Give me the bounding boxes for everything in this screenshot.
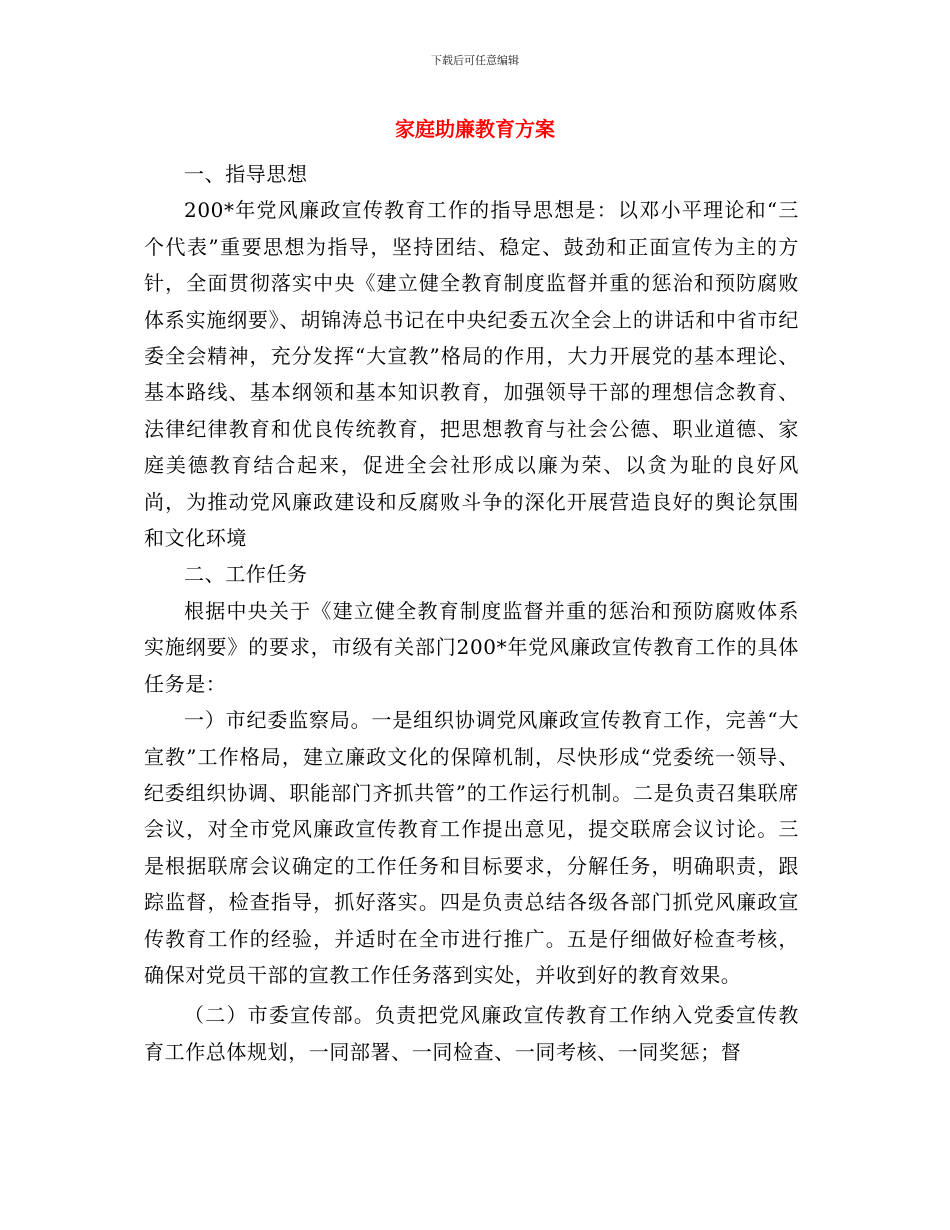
- document-body: [144, 156, 799, 1070]
- paragraph-propaganda-department: （二）市委宣传部。负责把党风廉政宣传教育工作纳入党委宣传教育工作总体规划，一同部署、一同检查、一同考核、一同奖惩；督: [144, 1003, 799, 1064]
- paragraph-work-tasks-intro: 根据中央关于《建立健全教育制度监督并重的惩治和预防腐败体系实施纲要》的要求，市级有关部门200*年党风廉政宣传教育工作的具体任务是：: [144, 598, 799, 696]
- header-note: 下载后可任意编辑: [431, 54, 519, 67]
- document-title: 家庭助廉教育方案: [395, 117, 555, 141]
- paragraph-discipline-commission: 一）市纪委监察局。一是组织协调党风廉政宣传教育工作，完善“大宣教”工作格局，建立廉政文化的保障机制，尽快形成“党委统一领导、纪委组织协调、职能部门齐抓共管”的工作运行机制。二是负责召集联席会议，对全市党风廉政宣传教育工作提出意见，提交联席会议讨论。三是根据联席会议确定的工作任务和目标要求，分解任务，明确职责，跟踪监督，检查指导，抓好落实。四是负责总结各级各部门抓党风廉政宣传教育工作的经验，并适时在全市进行推广。五是仔细做好检查考核，确保对党员干部的宣教工作任务落到实处，并收到好的教育效果。: [144, 708, 799, 987]
- section-heading-guiding-ideology: 一、指导思想: [184, 162, 308, 186]
- paragraph-guiding-ideology: 200*年党风廉政宣传教育工作的指导思想是：以邓小平理论和“三个代表”重要思想为指导，坚持团结、稳定、鼓劲和正面宣传为主的方针，全面贯彻落实中央《建立健全教育制度监督并重的惩治和预防腐败体系实施纲要》、胡锦涛总书记在中央纪委五次全会上的讲话和中省市纪委全会精神，充分发挥“大宣教”格局的作用，大力开展党的基本理论、基本路线、基本纲领和基本知识教育，加强领导干部的理想信念教育、法律纪律教育和优良传统教育，把思想教育与社会公德、职业道德、家庭美德教育结合起来，促进全会社形成以廉为荣、以贪为耻的良好风尚，为推动党风廉政建设和反腐败斗争的深化开展营造良好的舆论氛围和文化环境: [144, 198, 799, 551]
- section-heading-work-tasks: 二、工作任务: [184, 562, 308, 587]
